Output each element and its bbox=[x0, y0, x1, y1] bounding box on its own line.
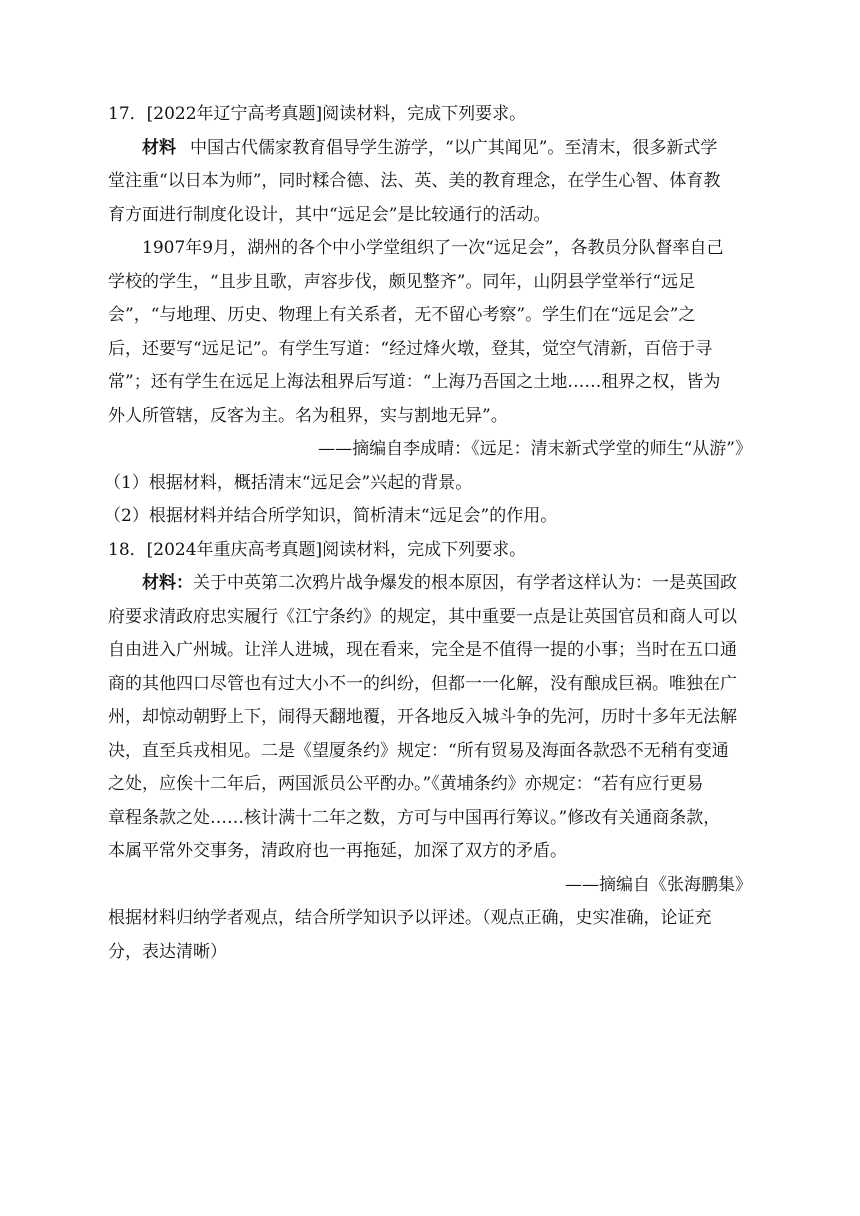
q17-subquestion-1: （1）根据材料，概括清末“远足会”兴起的背景。 bbox=[104, 472, 473, 493]
q17-material-line: 常”；还有学生在远足上海法租界后写道：“上海乃吾国之土地……租界之权，皆为 bbox=[108, 372, 721, 392]
q18-material-line: 之处，应俟十二年后，两国派员公平酌办。”《黄埔条约》亦规定：“若有应行更易 bbox=[108, 774, 704, 794]
q18-task-line: 根据材料归纳学者观点，结合所学知识予以评述。（观点正确，史实准确，论证充 bbox=[108, 908, 712, 928]
q17-material-line: 1907年9月，湖州的各个中小学堂组织了一次“远足会”，各教员分队督率自己 bbox=[142, 238, 724, 258]
q18-material-line: 自由进入广州城。让洋人进城，现在看来，完全是不值得一提的小事；当时在五口通 bbox=[108, 640, 737, 660]
q17-material-line: 堂注重“以日本为师”，同时糅合德、法、英、美的教育理念，在学生心智、体育教 bbox=[108, 171, 721, 191]
document-page bbox=[104, 98, 752, 969]
q17-material-line: 后，还要写“远足记”。有学生写道：“经过烽火墩，登其，觉空气清新，百倍于寻 bbox=[108, 338, 713, 359]
q18-material-line: 府要求清政府忠实履行《江宁条约》的规定，其中重要一点是让英国官员和商人可以 bbox=[108, 606, 737, 627]
q17-material-line: 学校的学生，“且步且歌，声容步伐，颇见整齐”。同年，山阴县学堂举行“远足 bbox=[108, 271, 696, 292]
q18-material-line: 本属平常外交事务，清政府也一再拖延，加深了双方的矛盾。 bbox=[108, 841, 567, 861]
q17-material-line bbox=[108, 132, 752, 166]
q17-subquestion-2: （2）根据材料并结合所学知识，简析清末“远足会”的作用。 bbox=[104, 506, 558, 526]
q18-material-line bbox=[108, 567, 752, 601]
q17-material-label: 材料 bbox=[142, 137, 176, 158]
q18-material-line: 州，却惊动朝野上下，闹得天翻地覆，开各地反入城斗争的先河，历时十多年无法解 bbox=[108, 707, 737, 727]
q18-material-line: 决，直至兵戎相见。二是《望厦条约》规定：“所有贸易及海面各款恐不无稍有变通 bbox=[108, 740, 729, 761]
q18-material-line: 商的其他四口尽管也有过大小不一的纠纷，但都一一化解，没有酿成巨祸。唯独在广 bbox=[108, 673, 737, 694]
q18-material-line: 章程条款之处……核计满十二年之数，方可与中国再行筹议。”修改有关通商条款， bbox=[108, 807, 721, 828]
question-17-heading: 17．[2022年辽宁高考真题]阅读材料，完成下列要求。 bbox=[108, 104, 527, 124]
q17-source: ——摘编自李成晴：《远足：清末新式学堂的师生“从游”》 bbox=[318, 439, 752, 459]
question-18-heading: 18．[2024年重庆高考真题]阅读材料，完成下列要求。 bbox=[108, 539, 527, 560]
q17-material-line: 育方面进行制度化设计，其中“远足会”是比较通行的活动。 bbox=[108, 204, 551, 225]
q17-material-line: 外人所管辖，反客为主。名为租界，实与割地无异”。 bbox=[108, 405, 508, 426]
q17-material-line: 会”，“与地理、历史、物理上有关系者，无不留心考察”。学生们在“远足会”之 bbox=[108, 305, 696, 325]
q18-material-label: 材料： bbox=[142, 573, 193, 593]
q17-material-text: 中国古代儒家教育倡导学生游学，“以广其闻见”。至清末，很多新式学 bbox=[190, 137, 718, 158]
q18-task-line: 分，表达清晰） bbox=[108, 941, 227, 962]
q18-source: ——摘编自《张海鹏集》 bbox=[565, 874, 752, 895]
q18-material-text: 关于中英第二次鸦片战争爆发的根本原因，有学者这样认为：一是英国政 bbox=[193, 573, 737, 593]
